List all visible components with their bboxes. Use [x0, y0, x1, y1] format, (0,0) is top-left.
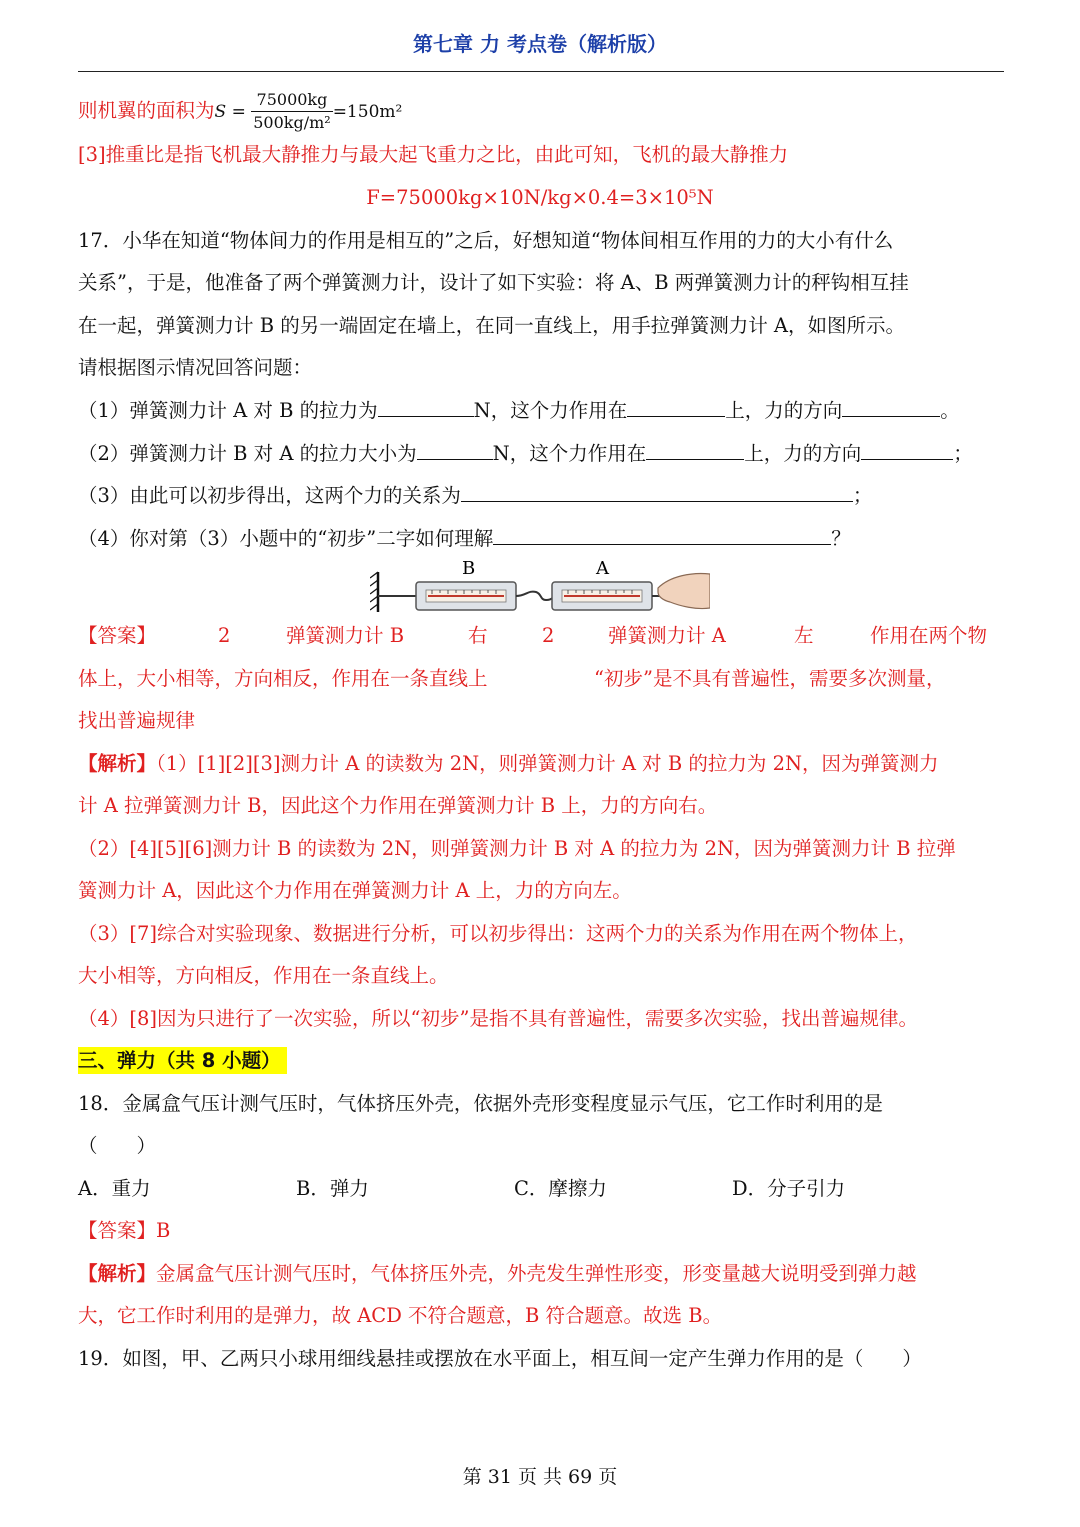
option-b[interactable]: B．弹力	[296, 1177, 369, 1200]
header-divider	[78, 71, 1004, 72]
spring-scale-figure	[370, 558, 710, 614]
q17-answer-row-3: 找出普遍规律	[78, 709, 196, 732]
q17-analysis-2b: 簧测力计 A，因此这个力作用在弹簧测力计 A 上，力的方向左。	[78, 879, 632, 902]
q18-analysis-2: 大，它工作时利用的是弹力，故 ACD 不符合题意，B 符合题意。故选 B。	[78, 1304, 723, 1327]
option-c[interactable]: C．摩擦力	[514, 1177, 607, 1200]
answer-2: 弹簧测力计 B	[286, 624, 405, 647]
blank-8[interactable]	[493, 524, 831, 545]
figure-label-b: B	[462, 558, 476, 579]
answer-5: 弹簧测力计 A	[608, 624, 726, 647]
answer-1: 2	[218, 624, 231, 647]
q17-sub4: （4）你对第（3）小题中的“初步”二字如何理解 ？	[78, 524, 851, 553]
answer-7: 作用在两个物	[870, 624, 988, 647]
blank-3[interactable]	[842, 396, 940, 417]
q17-sub3: （3）由此可以初步得出，这两个力的关系为 ；	[78, 481, 872, 510]
q17-analysis-3b: 大小相等，方向相反，作用在一条直线上。	[78, 964, 449, 987]
page-header-title: 第七章 力 考点卷（解析版）	[413, 32, 667, 56]
answer-3: 右	[468, 624, 488, 647]
q18-answer: 【答案】B	[78, 1219, 171, 1242]
q17-stem-3: 在一起，弹簧测力计 B 的另一端固定在墙上，在同一直线上，用手拉弹簧测力计 A，如图所示。	[78, 314, 906, 337]
q17-analysis-1a: 【解析】（1）[1][2][3]测力计 A 的读数为 2N，则弹簧测力计 A 对 B 的拉力为 2N，因为弹簧测力	[78, 752, 939, 775]
area-prefix: 则机翼的面积为	[78, 99, 215, 122]
blank-4[interactable]	[417, 439, 493, 460]
q17-analysis-3a: （3）[7]综合对实验现象、数据进行分析，可以初步得出：这两个力的关系为作用在两个物体上，	[78, 922, 918, 945]
blank-2[interactable]	[627, 396, 725, 417]
figure-label-a: A	[596, 558, 609, 579]
page-footer: 第 31 页 共 69 页	[462, 1466, 618, 1488]
spring-scale-a	[552, 582, 652, 610]
q18-stem-2: （ ）	[78, 1134, 157, 1157]
thrust-formula: F=75000kg×10N/kg×0.4=3×10⁵N	[366, 186, 714, 209]
q18-stem-1: 18．金属盒气压计测气压时，气体挤压外壳，依据外壳形变程度显示气压，它工作时利用的是	[78, 1092, 883, 1115]
spring-scale-b	[416, 582, 516, 610]
area-fraction	[251, 89, 332, 134]
q17-answer-row	[78, 622, 1004, 650]
hand-illustration	[658, 574, 710, 609]
answer-label: 【答案】	[78, 624, 157, 647]
blank-1[interactable]	[378, 396, 474, 417]
q17-stem-2: 关系”，于是，他准备了两个弹簧测力计，设计了如下实验：将 A、B 两弹簧测力计的秤钩相互挂	[78, 271, 909, 294]
q17-analysis-1b: 计 A 拉弹簧测力计 B，因此这个力作用在弹簧测力计 B 上，力的方向右。	[78, 794, 718, 817]
option-d[interactable]: D．分子引力	[732, 1177, 846, 1200]
thrust-text: [3]推重比是指飞机最大静推力与最大起飞重力之比，由此可知，飞机的最大静推力	[78, 143, 789, 166]
answer-4: 2	[542, 624, 555, 647]
q17-analysis-4: （4）[8]因为只进行了一次实验，所以“初步”是指不具有普遍性，需要多次实验，找出普遍规律。	[78, 1007, 918, 1030]
option-a[interactable]: A．重力	[78, 1177, 151, 1200]
q17-answer-row-2: 体上，大小相等，方向相反，作用在一条直线上 “初步”是不具有普遍性，需要多次测量，	[78, 667, 946, 690]
area-variable: S	[214, 102, 227, 122]
section-3-heading: 三、弹力（共 8 小题）	[78, 1047, 287, 1075]
answer-6: 左	[794, 624, 814, 647]
q17-sub1: （1）弹簧测力计 A 对 B 的拉力为 N，这个力作用在 上，力的方向 。	[78, 396, 960, 425]
area-denominator: 500kg/m²	[253, 113, 331, 132]
q17-analysis-2a: （2）[4][5][6]测力计 B 的读数为 2N，则弹簧测力计 B 对 A 的拉力为 2N，因为弹簧测力计 B 拉弹	[78, 837, 956, 860]
q19-stem: 19．如图，甲、乙两只小球用细线悬挂或摆放在水平面上，相互间一定产生弹力作用的是（ ）	[78, 1347, 922, 1370]
area-numerator: 75000kg	[251, 89, 332, 112]
area-formula-line: 则机翼的面积为S = $\frac{75000kg}{\text{500kg/m²}}$ =150m²	[78, 90, 403, 132]
area-result: =150m²	[332, 102, 403, 122]
blank-7[interactable]	[461, 481, 853, 502]
q18-options	[78, 1175, 1004, 1203]
q17-sub2: （2）弹簧测力计 B 对 A 的拉力大小为 N，这个力作用在 上，力的方向 ；	[78, 439, 973, 468]
q18-analysis-1: 【解析】金属盒气压计测气压时，气体挤压外壳，外壳发生弹性形变，形变量越大说明受到弹力越	[78, 1262, 917, 1285]
q17-stem-4: 请根据图示情况回答问题：	[78, 356, 313, 379]
blank-6[interactable]	[861, 439, 953, 460]
q17-stem-1: 17．小华在知道“物体间力的作用是相互的”之后，好想知道“物体间相互作用的力的大小有什么	[78, 229, 894, 252]
blank-5[interactable]	[646, 439, 744, 460]
